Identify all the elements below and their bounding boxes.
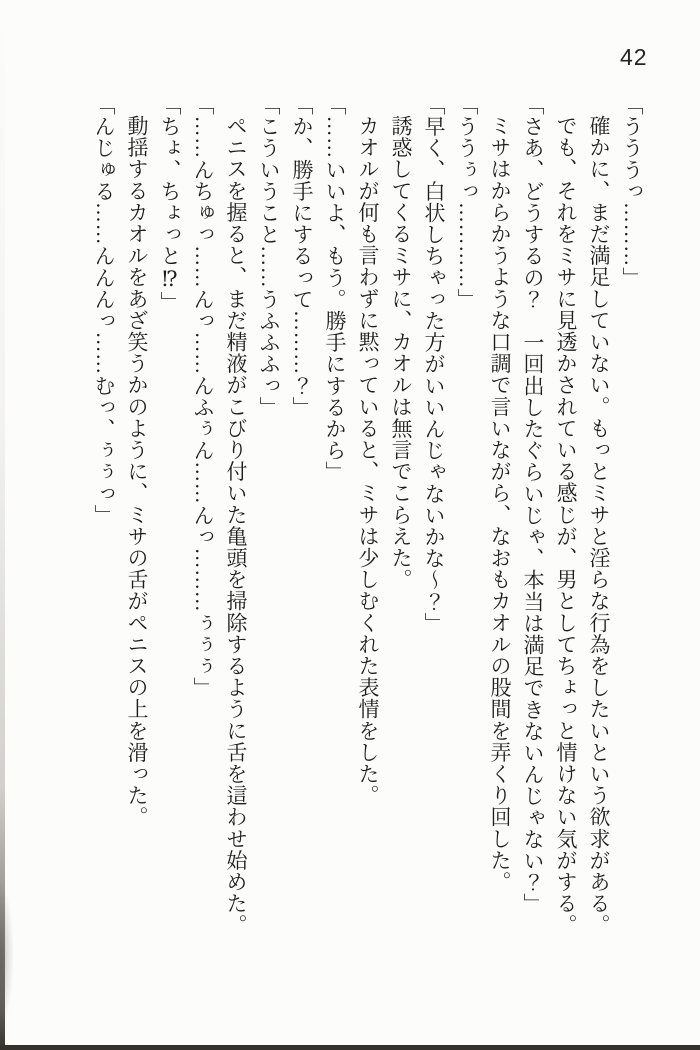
text-column: 確かに、まだ満足していない。もっとミサと淫らな行為をしたいという欲求がある。	[587, 115, 611, 936]
text-column: 「ちょ、ちょっと⁉」	[158, 94, 182, 313]
text-column: ペニスを握ると、まだ精液がこびり付いた亀頭を掃除するように舌を這わせ始めた。	[224, 115, 248, 936]
text-column: ミサはからかうような口調で言いながら、なおもカオルの股間を弄くり回した。	[488, 115, 512, 893]
text-column: 「こういうこと……うふふふっ」	[257, 94, 281, 418]
text-column: カオルが何も言わずに黙っていると、ミサは少しむくれた表情をした。	[356, 115, 380, 807]
scan-edge-bottom	[0, 1045, 700, 1050]
text-column: 「さあ、どうするの？ 一回出したぐらいじゃ、本当は満足できないんじゃない？」	[521, 94, 545, 915]
text-column: でも、それをミサに見透かされている感じが、男としてちょっと情けない気がする。	[554, 115, 578, 936]
text-column: 動揺するカオルをあざ笑うかのように、ミサの舌がペニスの上を滑った。	[125, 115, 149, 828]
text-column: 「ううぅっ…………」	[455, 94, 479, 310]
text-column: 「か、勝手にするって………？」	[290, 94, 314, 418]
text-column: 「うううっ………」	[620, 94, 644, 289]
text-column: 「……んちゅっ……んっ……んふぅん……んっ………ぅぅぅ」	[191, 94, 215, 699]
text-column: 「んじゅる……んんんっ……むっ、ぅぅっ」	[92, 94, 116, 526]
scan-edge-left	[0, 0, 5, 1050]
text-column: 「早く、白状しちゃった方がいいんじゃないかな～？」	[422, 94, 446, 634]
text-column: 「……いいよ、もう。勝手にするから」	[323, 94, 347, 483]
page-number: 42	[620, 44, 648, 70]
text-block	[87, 94, 648, 952]
text-column: 誘惑してくるミサに、カオルは無言でこらえた。	[389, 115, 413, 591]
